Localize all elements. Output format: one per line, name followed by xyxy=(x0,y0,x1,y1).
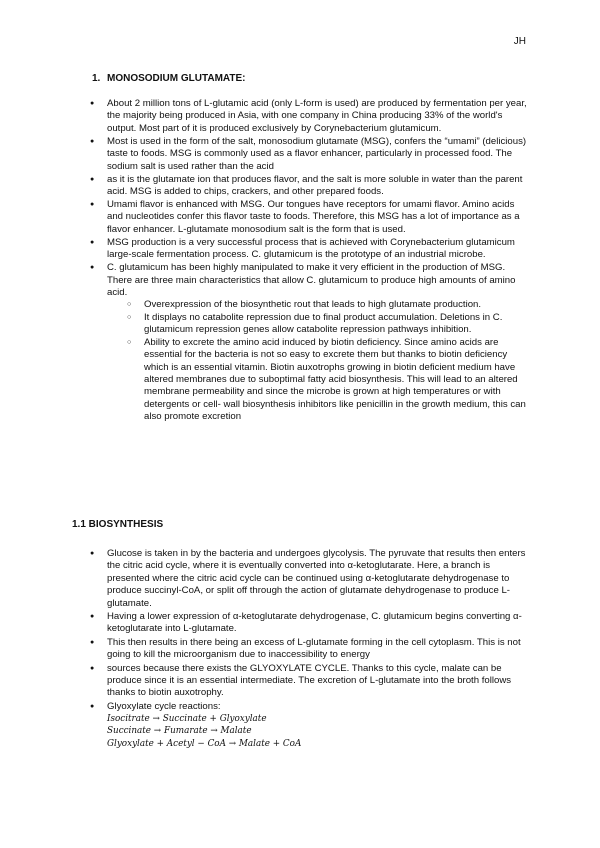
author-initials: JH xyxy=(513,36,526,47)
section-number: 1. xyxy=(92,73,101,84)
bullet-text: ● Glyoxylate cycle reactions: xyxy=(107,700,221,712)
sub-bullet-item: ○ It displays no catabolite repression due to final product accumulation. Deletions in C. glutamicum repression genes allow catabolite repression pathways inhibition. xyxy=(144,312,532,337)
section2-bullet-list xyxy=(107,548,532,751)
bullet-item-with-equations xyxy=(107,701,532,750)
subsection-heading: 1.1 BIOSYNTHESIS xyxy=(72,519,164,530)
section1-bullet-list xyxy=(107,98,532,424)
bullet-item: ● as it is the glutamate ion that produces flavor, and the salt is more soluble in water than the parent acid. MSG is added to chips, crackers, and other prepared foods. xyxy=(107,174,532,199)
bullet-item: ● Most is used in the form of the salt, monosodium glutamate (MSG), confers the “umami” (delicious) taste to foods. MSG is commonly used as a flavor enhancer, particularly in processed food. The sodium salt is used rather than the acid xyxy=(107,136,532,173)
sub-bullet-list xyxy=(107,299,532,423)
bullet-item: ● Umami flavor is enhanced with MSG. Our tongues have receptors for umami flavor. Amino acids and nucleotides confer this flavor taste to foods. Therefore, this MSG has a lot of importance as a flavor enhancer. L-glutamate monosodium salt is the form that is used. xyxy=(107,199,532,236)
bullet-item: ● sources because there exists the GLYOXYLATE CYCLE. Thanks to this cycle, malate can be produce since it is an essential intermediate. The excretion of L-glutamate into the broth follows thanks to biotin auxotrophy. xyxy=(107,663,532,700)
section-heading xyxy=(92,73,246,84)
equation: Succinate → Fumarate → Malate xyxy=(107,726,252,737)
bullet-item: ● Glucose is taken in by the bacteria and undergoes glycolysis. The pyruvate that results then enters the citric acid cycle, where it is eventually converted into α-ketoglutarate. Here, a branch is presented where the citric acid cycle can be continued using α-ketoglutarate dehydrogenase to produce succinyl-CoA, or split off through the action of glutamate dehydrogenase to produce L-glutamate. xyxy=(107,548,532,610)
bullet-item: ● About 2 million tons of L-glutamic acid (only L-form is used) are produced by fermentation per year, the majority being produced in Asia, with one company in China producing 33% of the world's output. Most part of it is produced exclusively by Corynebacterium glutamicum. xyxy=(107,98,532,135)
bullet-item: ● This then results in there being an excess of L-glutamate forming in the cell cytoplasm. This is not going to kill the microorganism due to inaccessibility to energy xyxy=(107,637,532,662)
section-title: MONOSODIUM GLUTAMATE: xyxy=(107,73,246,84)
bullet-item: ● Having a lower expression of α-ketoglutarate dehydrogenase, C. glutamicum begins converting α-ketoglutarate into L-glutamate. xyxy=(107,611,532,636)
equation: Isocitrate → Succinate + Glyoxylate xyxy=(107,714,267,725)
bullet-item-with-sublist xyxy=(107,262,532,423)
equation: Glyoxylate + Acetyl − CoA → Malate + CoA xyxy=(107,738,302,749)
sub-bullet-item: ○ Ability to excrete the amino acid induced by biotin deficiency. Since amino acids are essential for the bacteria is not so easy to excrete them but thanks to biotin deficiency which is an essential vitamin. Biotin auxotrophs growing in biotin deficient medium have altered membranes due to suboptimal fatty acid biosynthesis. This will lead to an altered membrane permeability and since the microbe is grown at high temperatures or with detergents or cell- wall biosynthesis inhibitors like penicillin in the growth medium, this can also promote excretion xyxy=(144,337,532,424)
bullet-text: C. glutamicum has been highly manipulated to make it very efficient in the production of MSG. There are three main characteristics that allow C. glutamicum to produce high amounts of amino acid. xyxy=(107,262,516,299)
sub-bullet-item: ○ Overexpression of the biosynthetic rout that leads to high glutamate production. xyxy=(144,299,532,311)
bullet-item: ● MSG production is a very successful process that is achieved with Corynebacterium glutamicum large-scale fermentation process. C. glutamicum is the prototype of an industrial microbe. xyxy=(107,237,532,262)
